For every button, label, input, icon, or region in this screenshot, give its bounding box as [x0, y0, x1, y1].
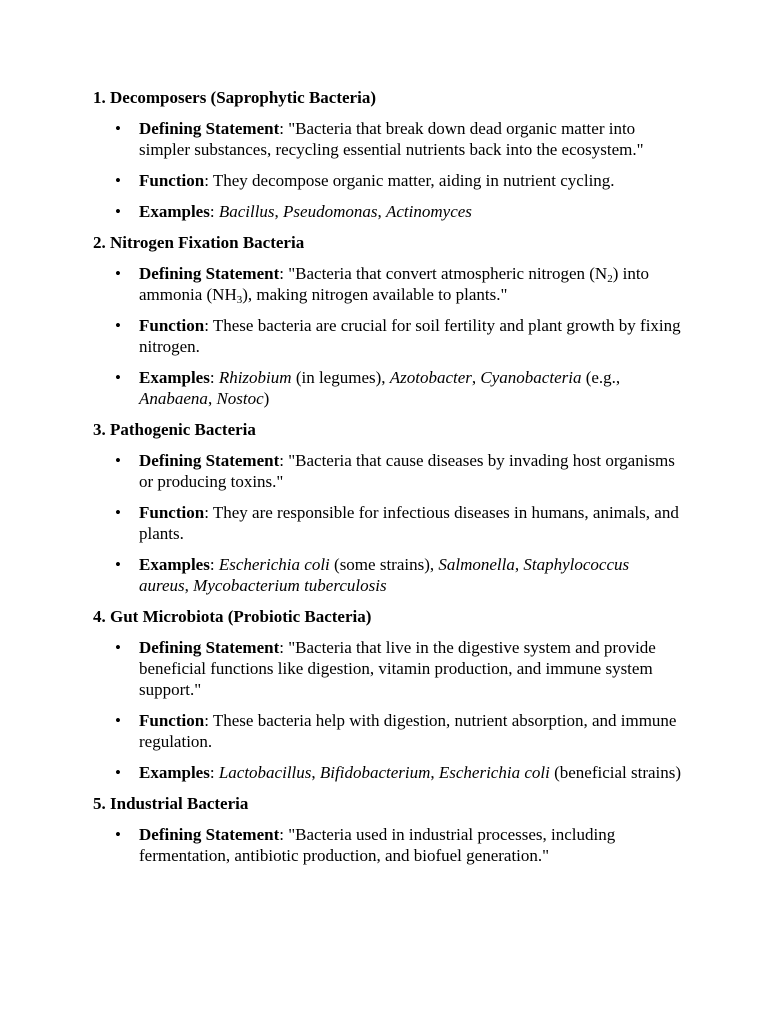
italic-text: Bifidobacterium — [319, 763, 431, 782]
italic-text: Escherichia coli — [218, 555, 330, 574]
list-item — [139, 367, 683, 409]
bullet-list — [93, 824, 683, 866]
italic-text: Escherichia coli — [438, 763, 550, 782]
label-separator: : — [279, 264, 289, 283]
italic-text: Mycobacterium tuberculosis — [193, 576, 387, 595]
bullet-list — [93, 637, 683, 783]
italic-text: Bacillus — [218, 202, 275, 221]
italic-text: Azotobacter — [389, 368, 472, 387]
list-item — [139, 170, 683, 191]
item-text: , — [377, 202, 386, 221]
item-label: Examples — [139, 555, 210, 574]
list-item — [139, 450, 683, 492]
italic-text: Anabaena — [139, 389, 208, 408]
item-text: "Bacteria that convert atmospheric nitrogen (N — [288, 264, 608, 283]
list-item — [139, 554, 683, 596]
item-text: ) — [263, 389, 270, 408]
label-separator: : — [209, 202, 219, 221]
italic-text: Nostoc — [216, 389, 264, 408]
label-separator: : — [209, 763, 219, 782]
section-heading: 2. Nitrogen Fixation Bacteria — [93, 233, 305, 252]
bullet-list — [93, 263, 683, 409]
italic-text: Salmonella — [438, 555, 515, 574]
label-separator: : — [209, 368, 219, 387]
item-text: , — [311, 763, 320, 782]
item-text: (beneficial strains) — [549, 763, 682, 782]
list-item — [139, 710, 683, 752]
section-heading: 3. Pathogenic Bacteria — [93, 420, 256, 439]
item-text: , — [274, 202, 284, 221]
item-label: Function — [139, 503, 205, 522]
section-heading: 5. Industrial Bacteria — [93, 794, 249, 813]
item-text: These bacteria are crucial for soil fertility and plant growth by fixing nitrogen. — [139, 316, 681, 356]
item-label: Defining Statement — [139, 264, 280, 283]
label-separator: : — [279, 451, 289, 470]
bullet-list — [93, 450, 683, 596]
label-separator: : — [204, 316, 213, 335]
item-text: (e.g., — [581, 368, 621, 387]
item-label: Function — [139, 171, 205, 190]
item-text: They decompose organic matter, aiding in nutrient cycling. — [212, 171, 615, 190]
item-label: Function — [139, 316, 205, 335]
bullet-list — [93, 118, 683, 222]
label-separator: : — [204, 171, 213, 190]
section-heading: 4. Gut Microbiota (Probiotic Bacteria) — [93, 607, 372, 626]
item-label: Defining Statement — [139, 119, 280, 138]
list-item — [139, 824, 683, 866]
label-separator: : — [209, 555, 219, 574]
item-text: , — [207, 389, 217, 408]
label-separator: : — [204, 711, 213, 730]
label-separator: : — [279, 119, 289, 138]
list-item — [139, 263, 683, 305]
document-content — [93, 87, 683, 876]
subscript-text: 2 — [607, 273, 613, 285]
item-label: Defining Statement — [139, 638, 280, 657]
item-label: Defining Statement — [139, 451, 280, 470]
italic-text: Lactobacillus — [218, 763, 312, 782]
list-item — [139, 637, 683, 700]
item-text: , — [430, 763, 439, 782]
item-label: Examples — [139, 368, 210, 387]
label-separator: : — [279, 825, 289, 844]
item-text: "Bacteria that cause diseases by invading host organisms or producing toxins." — [139, 451, 675, 491]
list-item — [139, 762, 683, 783]
italic-text: Staphylococcus aureus — [139, 555, 630, 595]
subscript-text: 3 — [236, 294, 243, 306]
list-item — [139, 201, 683, 222]
item-text: , — [471, 368, 481, 387]
item-text: "Bacteria that live in the digestive system and provide beneficial functions like digestion, vitamin production, and immune system support." — [139, 638, 656, 699]
list-item — [139, 118, 683, 160]
list-item — [139, 315, 683, 357]
item-text: , — [514, 555, 524, 574]
item-label: Examples — [139, 202, 210, 221]
item-text: , — [184, 576, 194, 595]
item-text: "Bacteria used in industrial processes, including fermentation, antibiotic production, and biofuel generation." — [139, 825, 616, 865]
item-text: ), making nitrogen available to plants." — [242, 285, 508, 304]
item-label: Defining Statement — [139, 825, 280, 844]
item-text: These bacteria help with digestion, nutrient absorption, and immune regulation. — [139, 711, 677, 751]
item-text: "Bacteria that break down dead organic matter into simpler substances, recycling essential nutrients back into the ecosystem." — [139, 119, 644, 159]
item-text: They are responsible for infectious diseases in humans, animals, and plants. — [139, 503, 679, 543]
item-text: ) into ammonia (NH — [139, 264, 650, 304]
label-separator: : — [279, 638, 289, 657]
section-heading: 1. Decomposers (Saprophytic Bacteria) — [93, 88, 376, 107]
italic-text: Cyanobacteria — [480, 368, 582, 387]
item-text: (some strains), — [329, 555, 439, 574]
item-label: Function — [139, 711, 205, 730]
italic-text: Actinomyces — [386, 202, 472, 221]
list-item — [139, 502, 683, 544]
italic-text: Rhizobium — [218, 368, 292, 387]
label-separator: : — [204, 503, 213, 522]
italic-text: Pseudomonas — [283, 202, 378, 221]
item-text: (in legumes), — [291, 368, 390, 387]
item-label: Examples — [139, 763, 210, 782]
